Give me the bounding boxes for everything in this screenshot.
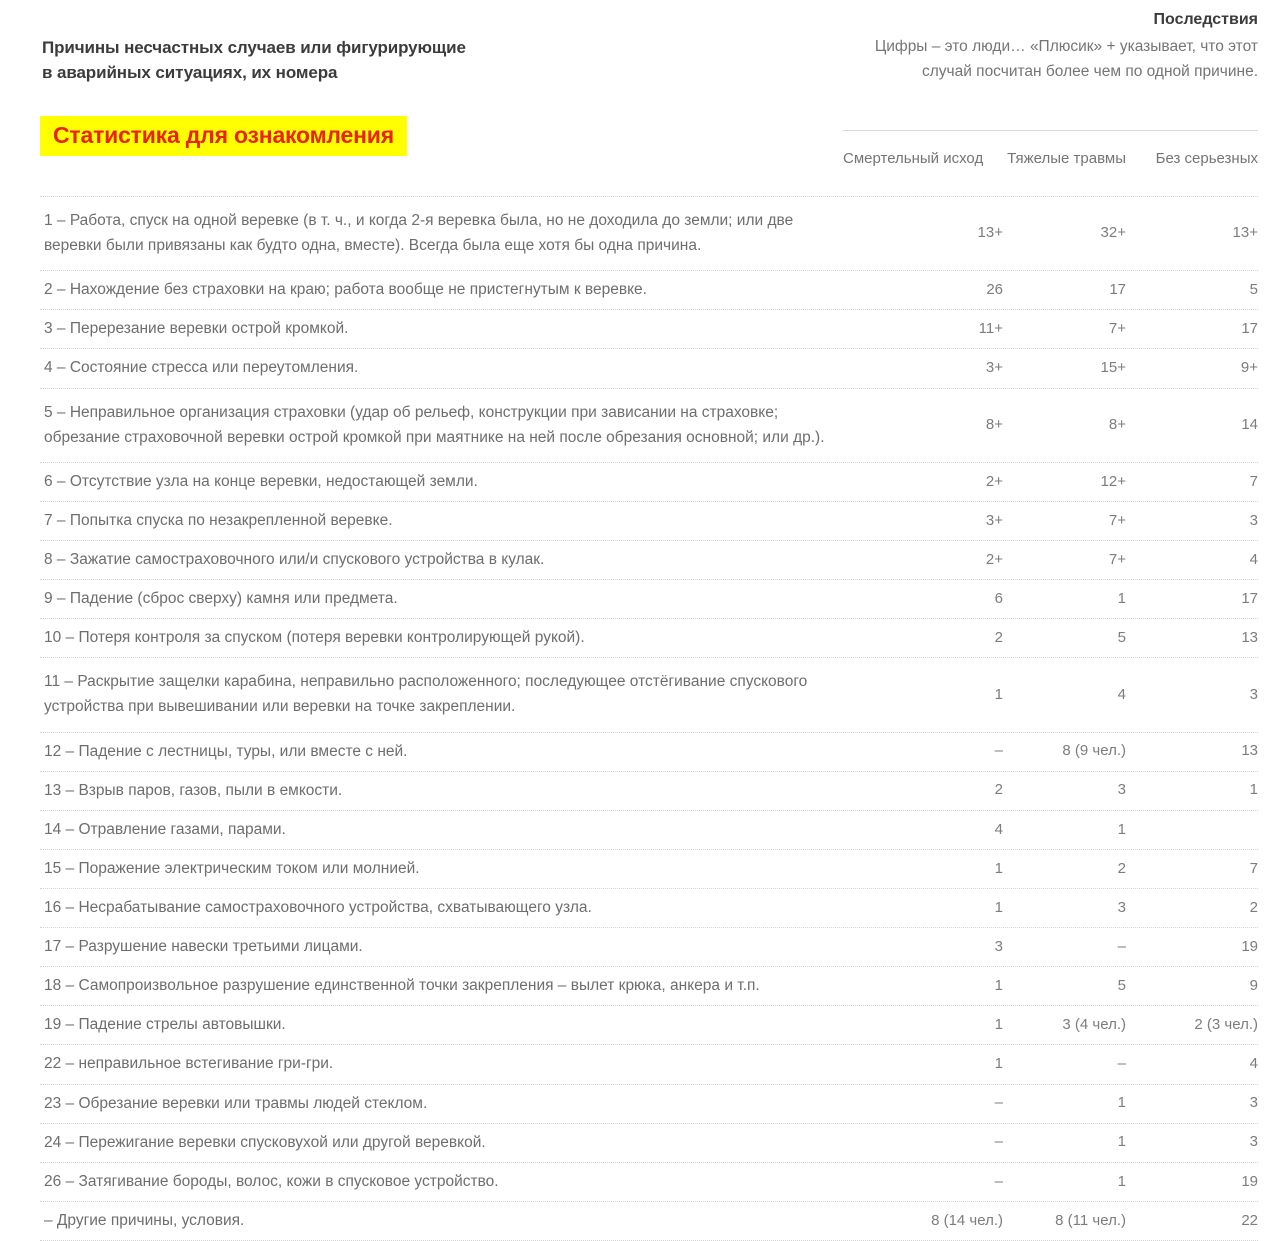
row-cause-description: 19 – Падение стрелы автовышки. [44, 1016, 286, 1034]
row-value-minor: 4 [1249, 550, 1258, 568]
row-values [843, 627, 1258, 650]
row-value-fatal: 2+ [985, 472, 1003, 490]
row-cause-description: 22 – неправильное встегивание гри-гри. [44, 1055, 334, 1073]
row-value-fatal: 11+ [978, 320, 1003, 338]
row-cause-description: 24 – Пережигание веревки спусковухой или другой веревкой. [44, 1133, 486, 1151]
row-values [843, 897, 1258, 920]
row-value-severe: 8 (9 чел.) [1062, 742, 1126, 760]
row-value-fatal: 3 [994, 937, 1003, 955]
row-values [843, 1210, 1258, 1233]
row-value-fatal: – [994, 1172, 1003, 1190]
row-values [843, 779, 1258, 802]
table-body [40, 196, 1258, 1241]
row-values [843, 357, 1258, 380]
row-values [843, 1053, 1258, 1076]
row-values [843, 549, 1258, 572]
row-value-fatal: – [994, 1133, 1003, 1151]
document-title-line-1: Причины несчастных случаев или фигурирующие [42, 38, 466, 57]
row-value-severe: 32+ [1100, 224, 1126, 242]
table-row [40, 928, 1258, 967]
row-value-fatal: 2 [994, 629, 1003, 646]
row-value-minor: 2 (3 чел.) [1194, 1016, 1258, 1034]
row-cause-description: 4 – Состояние стресса или переутомления. [44, 359, 359, 377]
row-value-severe: 7+ [1108, 320, 1126, 338]
row-value-severe: – [1117, 937, 1126, 955]
row-values [843, 740, 1258, 763]
table-row [40, 271, 1258, 310]
table-row [40, 389, 1258, 463]
title-block [42, 36, 562, 85]
row-value-fatal: 1 [994, 1016, 1003, 1034]
row-value-minor: 19 [1241, 937, 1258, 955]
row-cause-description: 12 – Падение с лестницы, туры, или вместе с ней. [44, 742, 408, 760]
row-value-minor: 13+ [1232, 224, 1258, 242]
row-values [843, 684, 1258, 707]
highlighted-subtitle: Статистика для ознакомления [40, 116, 407, 156]
table-row [40, 967, 1258, 1006]
row-values [843, 819, 1258, 842]
row-value-severe: 1 [1117, 1133, 1126, 1151]
row-value-fatal: 4 [994, 820, 1003, 838]
row-value-minor: 13 [1241, 629, 1258, 646]
row-value-minor: 4 [1249, 1055, 1258, 1073]
table-row [40, 1124, 1258, 1163]
row-value-severe: 12+ [1100, 472, 1126, 490]
table-row [40, 349, 1258, 388]
row-value-fatal: 8 (14 чел.) [931, 1211, 1003, 1229]
row-value-fatal: – [994, 1094, 1003, 1112]
table-row [40, 1085, 1258, 1124]
row-value-severe: 15+ [1100, 359, 1126, 377]
table-row [40, 541, 1258, 580]
row-value-fatal: 26 [986, 281, 1003, 299]
table-row [40, 619, 1258, 658]
row-value-severe: 5 [1117, 976, 1126, 994]
row-value-fatal: 3+ [985, 359, 1003, 377]
row-cause-description: 1 – Работа, спуск на одной веревке (в т. ч., и когда 2-я веревка была, но не доходила до земли; или две веревки были привязаны как будто одна, вместе). Всегда была еще хотя бы одна причина. [44, 212, 794, 255]
row-value-minor: 3 [1249, 511, 1258, 529]
row-value-severe: 4 [1117, 685, 1126, 703]
row-cause-description: 16 – Несрабатывание самостраховочного устройства, схватывающего узла. [44, 898, 592, 916]
table-row [40, 196, 1258, 271]
row-values [843, 588, 1258, 611]
row-value-minor: 19 [1241, 1172, 1258, 1190]
row-value-fatal: 6 [994, 589, 1003, 607]
row-value-minor: 2 [1249, 898, 1258, 916]
table-row [40, 733, 1258, 772]
row-values [843, 414, 1258, 437]
row-value-minor: 3 [1249, 685, 1258, 703]
row-cause-description: 18 – Самопроизвольное разрушение единственной точки закрепления – вылет крюка, анкера и т.п. [44, 977, 760, 995]
table-row [40, 310, 1258, 349]
row-cause-description: 2 – Нахождение без страховки на краю; работа вообще не пристегнутым к веревке. [44, 281, 647, 299]
row-cause-description: 8 – Зажатие самостраховочного или/и спускового устройства в кулак. [44, 550, 545, 568]
row-values [843, 510, 1258, 533]
row-value-fatal: 1 [994, 898, 1003, 916]
table-row [40, 502, 1258, 541]
table-row [40, 1045, 1258, 1084]
row-value-severe: 1 [1117, 589, 1126, 607]
highlight-block [40, 116, 407, 156]
table-column-headers [843, 130, 1258, 196]
row-cause-description: 10 – Потеря контроля за спуском (потеря веревки контролирующей рукой). [44, 629, 585, 647]
row-value-minor: 3 [1249, 1133, 1258, 1151]
column-header-severe: Тяжелые травмы [1007, 150, 1126, 167]
row-values [843, 471, 1258, 494]
row-values [843, 1092, 1258, 1115]
row-cause-description: 13 – Взрыв паров, газов, пыли в емкости. [44, 781, 343, 799]
row-value-fatal: 1 [994, 1055, 1003, 1073]
row-values [843, 858, 1258, 881]
row-cause-description: 23 – Обрезание веревки или травмы людей стеклом. [44, 1094, 428, 1112]
row-value-fatal: 3+ [985, 511, 1003, 529]
table-row [40, 658, 1258, 732]
row-value-minor: 9+ [1240, 359, 1258, 377]
document-title-line-2: в аварийных ситуациях, их номера [42, 62, 338, 82]
row-value-severe: 8 (11 чел.) [1055, 1211, 1126, 1229]
row-values [843, 975, 1258, 998]
row-value-fatal: – [994, 742, 1003, 760]
table-row [40, 463, 1258, 502]
row-value-severe: 1 [1117, 1172, 1126, 1190]
row-cause-description: 17 – Разрушение навески третьими лицами. [44, 938, 363, 956]
table-row [40, 889, 1258, 928]
row-value-severe: 3 (4 чел.) [1062, 1016, 1126, 1034]
row-values [843, 936, 1258, 959]
row-cause-description: 11 – Раскрытие защелки карабина, неправильно расположенного; последующее отстёгивание спускового устройства при вывешивании или веревки на точке закреплении. [44, 673, 808, 716]
row-value-minor: 22 [1241, 1211, 1258, 1229]
row-value-severe: 7+ [1108, 511, 1126, 529]
row-cause-description: 15 – Поражение электрическим током или молнией. [44, 859, 420, 877]
row-values [843, 1171, 1258, 1194]
column-header-minor: Без серьезных [1155, 150, 1258, 167]
table-row [40, 580, 1258, 619]
row-value-fatal: 2 [994, 781, 1003, 799]
row-value-minor: 17 [1241, 589, 1258, 607]
row-value-severe: 8+ [1108, 415, 1126, 433]
row-value-severe: 1 [1117, 820, 1126, 838]
row-value-minor: 9 [1249, 976, 1258, 994]
row-cause-description: 14 – Отравление газами, парами. [44, 820, 286, 838]
row-cause-description: – Другие причины, условия. [44, 1211, 245, 1229]
row-values [843, 1131, 1258, 1154]
row-cause-description: 7 – Попытка спуска по незакрепленной веревке. [44, 511, 393, 529]
row-value-minor: 17 [1241, 320, 1258, 338]
row-value-severe: 2 [1117, 859, 1126, 877]
row-value-fatal: 13+ [977, 224, 1003, 242]
row-value-severe: 7+ [1108, 550, 1126, 568]
row-cause-description: 3 – Перерезание веревки острой кромкой. [44, 320, 349, 338]
row-value-fatal: 1 [994, 685, 1003, 703]
row-value-fatal: 1 [994, 859, 1003, 877]
row-value-severe: 17 [1109, 281, 1126, 299]
row-cause-description: 9 – Падение (сброс сверху) камня или предмета. [44, 590, 398, 608]
row-cause-description: 6 – Отсутствие узла на конце веревки, недостающей земли. [44, 472, 478, 490]
row-value-minor: 5 [1249, 281, 1258, 299]
table-row [40, 1163, 1258, 1202]
row-value-minor: 14 [1241, 415, 1258, 433]
row-cause-description: 26 – Затягивание бороды, волос, кожи в спусковое устройство. [44, 1172, 499, 1190]
row-value-minor: 3 [1249, 1094, 1258, 1112]
table-row [40, 1006, 1258, 1045]
table-row [40, 1202, 1258, 1241]
row-value-severe: 3 [1117, 781, 1126, 799]
row-value-fatal: 2+ [985, 550, 1003, 568]
row-value-minor: 7 [1249, 859, 1258, 877]
row-value-severe: 5 [1117, 629, 1126, 646]
row-values [843, 318, 1258, 341]
consequences-title: Последствия [1153, 11, 1258, 28]
row-value-severe: – [1117, 1055, 1126, 1073]
row-values [843, 279, 1258, 302]
row-value-fatal: 8+ [985, 415, 1003, 433]
table-row [40, 772, 1258, 811]
table-row [40, 811, 1258, 850]
row-value-severe: 3 [1117, 898, 1126, 916]
row-values [843, 1014, 1258, 1037]
row-value-minor: 13 [1241, 742, 1258, 760]
consequences-note: Цифры – это люди… «Плюсик» + указывает, что этот случай посчитан более чем по одной причине. [874, 38, 1258, 81]
row-value-minor: 7 [1249, 472, 1258, 490]
row-values [843, 222, 1258, 245]
row-value-severe: 1 [1117, 1094, 1126, 1112]
row-value-fatal: 1 [994, 976, 1003, 994]
row-value-minor: 1 [1249, 781, 1258, 799]
table-row [40, 850, 1258, 889]
column-header-fatal: Смертельный исход [843, 150, 984, 167]
row-cause-description: 5 – Неправильное организация страховки (удар об рельеф, конструкции при зависании на страховке; обрезание страховочной веревки острой кромкой при маятнике на ней после обрезания основной; или др.). [44, 403, 825, 446]
consequences-block [828, 8, 1258, 84]
